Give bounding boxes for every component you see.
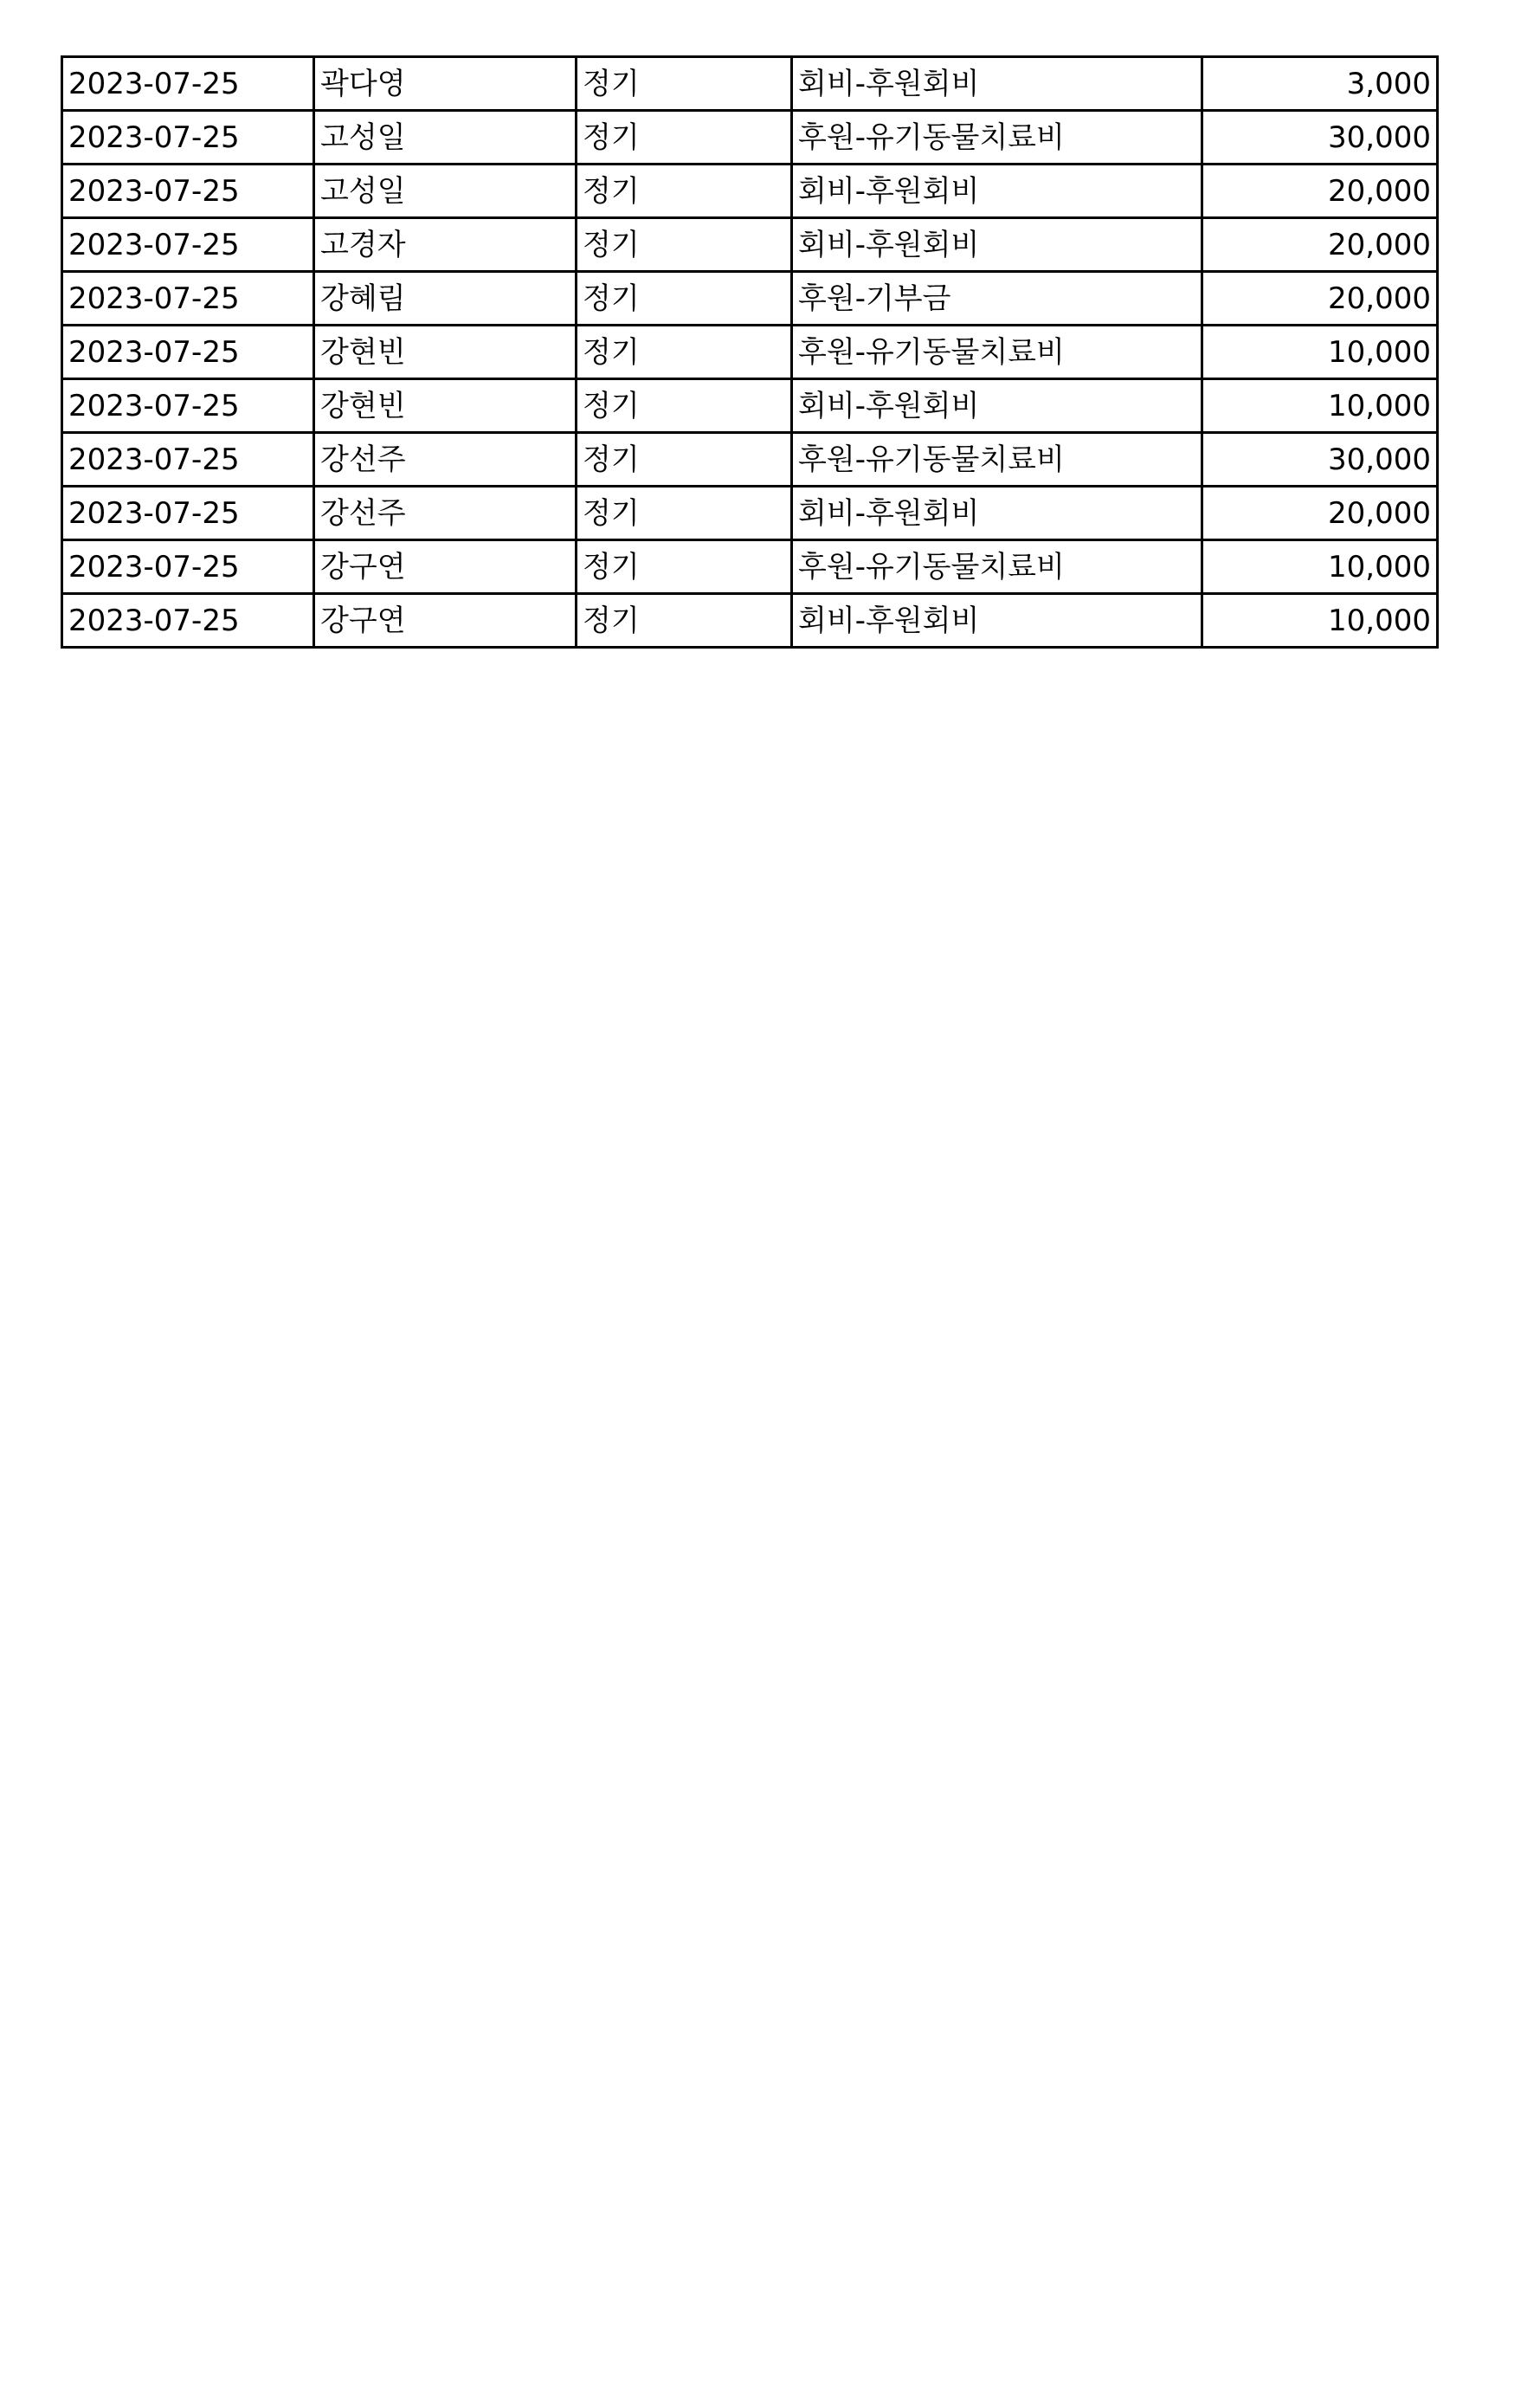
category-cell: 회비-후원회비 xyxy=(792,487,1202,540)
amount-cell: 20,000 xyxy=(1202,272,1438,326)
date-cell: 2023-07-25 xyxy=(62,326,314,379)
amount-cell: 20,000 xyxy=(1202,165,1438,218)
table-row xyxy=(62,540,1438,594)
category-cell: 후원-유기동물치료비 xyxy=(792,326,1202,379)
type-cell: 정기 xyxy=(577,326,792,379)
category-cell: 회비-후원회비 xyxy=(792,165,1202,218)
date-cell: 2023-07-25 xyxy=(62,57,314,111)
amount-cell: 20,000 xyxy=(1202,218,1438,272)
category-cell: 회비-후원회비 xyxy=(792,218,1202,272)
category-cell: 후원-기부금 xyxy=(792,272,1202,326)
category-cell: 후원-유기동물치료비 xyxy=(792,540,1202,594)
date-cell: 2023-07-25 xyxy=(62,272,314,326)
category-cell: 후원-유기동물치료비 xyxy=(792,433,1202,487)
amount-cell: 10,000 xyxy=(1202,594,1438,648)
name-cell: 강현빈 xyxy=(314,379,577,433)
donation-ledger-table xyxy=(61,55,1439,649)
type-cell: 정기 xyxy=(577,487,792,540)
type-cell: 정기 xyxy=(577,57,792,111)
table-row xyxy=(62,379,1438,433)
date-cell: 2023-07-25 xyxy=(62,218,314,272)
date-cell: 2023-07-25 xyxy=(62,433,314,487)
amount-cell: 10,000 xyxy=(1202,326,1438,379)
amount-cell: 10,000 xyxy=(1202,540,1438,594)
category-cell: 후원-유기동물치료비 xyxy=(792,111,1202,165)
table-row xyxy=(62,111,1438,165)
table-row xyxy=(62,272,1438,326)
name-cell: 강구연 xyxy=(314,594,577,648)
type-cell: 정기 xyxy=(577,540,792,594)
category-cell: 회비-후원회비 xyxy=(792,57,1202,111)
name-cell: 강혜림 xyxy=(314,272,577,326)
type-cell: 정기 xyxy=(577,111,792,165)
type-cell: 정기 xyxy=(577,165,792,218)
amount-cell: 30,000 xyxy=(1202,433,1438,487)
name-cell: 곽다영 xyxy=(314,57,577,111)
table-row xyxy=(62,165,1438,218)
category-cell: 회비-후원회비 xyxy=(792,379,1202,433)
name-cell: 고성일 xyxy=(314,111,577,165)
name-cell: 강현빈 xyxy=(314,326,577,379)
name-cell: 강선주 xyxy=(314,433,577,487)
ledger-body xyxy=(62,57,1438,648)
category-cell: 회비-후원회비 xyxy=(792,594,1202,648)
type-cell: 정기 xyxy=(577,433,792,487)
type-cell: 정기 xyxy=(577,218,792,272)
table-row xyxy=(62,57,1438,111)
amount-cell: 30,000 xyxy=(1202,111,1438,165)
amount-cell: 20,000 xyxy=(1202,487,1438,540)
date-cell: 2023-07-25 xyxy=(62,111,314,165)
table-row xyxy=(62,433,1438,487)
date-cell: 2023-07-25 xyxy=(62,379,314,433)
name-cell: 고경자 xyxy=(314,218,577,272)
name-cell: 고성일 xyxy=(314,165,577,218)
type-cell: 정기 xyxy=(577,379,792,433)
table-row xyxy=(62,326,1438,379)
name-cell: 강선주 xyxy=(314,487,577,540)
table-row xyxy=(62,218,1438,272)
type-cell: 정기 xyxy=(577,594,792,648)
table-row xyxy=(62,594,1438,648)
date-cell: 2023-07-25 xyxy=(62,540,314,594)
type-cell: 정기 xyxy=(577,272,792,326)
date-cell: 2023-07-25 xyxy=(62,165,314,218)
date-cell: 2023-07-25 xyxy=(62,487,314,540)
amount-cell: 10,000 xyxy=(1202,379,1438,433)
date-cell: 2023-07-25 xyxy=(62,594,314,648)
name-cell: 강구연 xyxy=(314,540,577,594)
table-row xyxy=(62,487,1438,540)
amount-cell: 3,000 xyxy=(1202,57,1438,111)
